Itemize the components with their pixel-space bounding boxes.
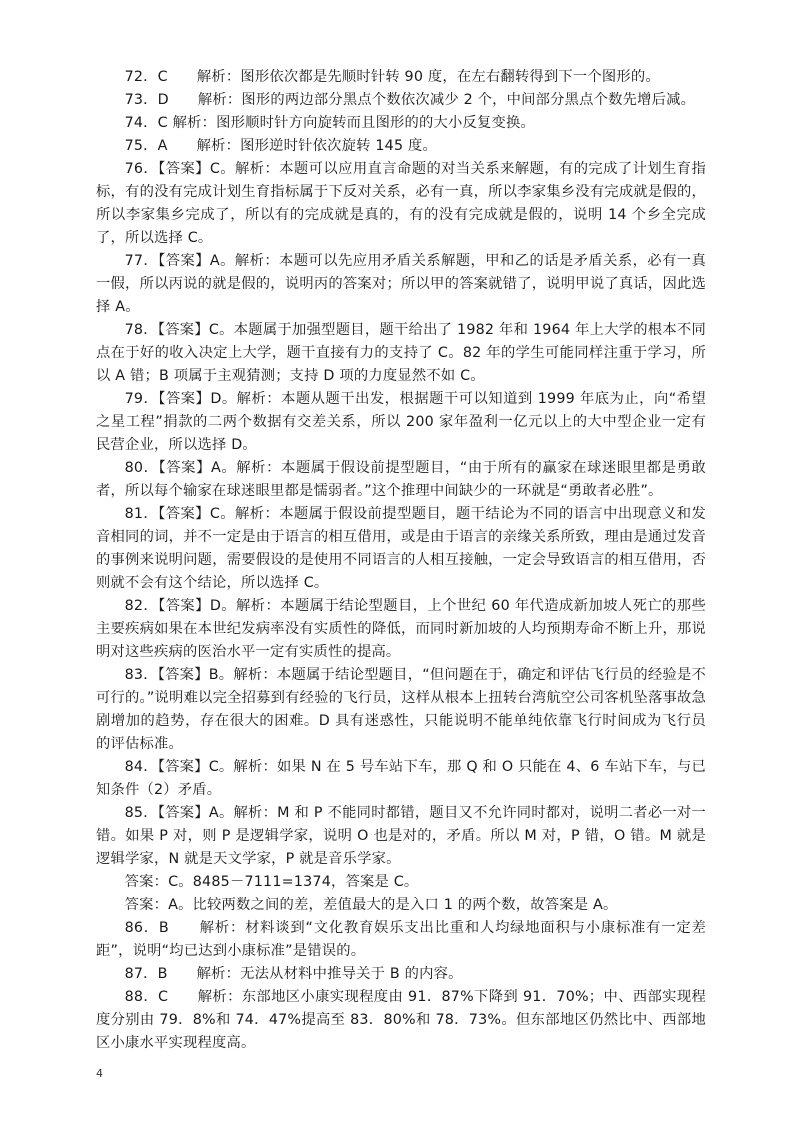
answer-75: 75．A 解析：图形逆时针依次旋转 145 度。 [124,138,437,154]
answer-72: 72．C 解析：图形依次都是先顺时针转 90 度，在左右翻转得到下一个图形的。 [124,69,660,85]
answer-76: 76．【答案】C。解析：本题可以应用直言命题的对当关系来解题，有的完成了计划生育指标，有的没有完成计划生育指标属于下反对关系，必有一真，所以李家集乡没有完成就是假的，所以李家集乡完成了，所以有的完成就是真的，有的没有完成就是假的，说明 14 个乡全完成了，所以选择 C。 [96,161,706,246]
answer-84: 84．【答案】C。解析：如果 N 在 5 号车站下车，那 Q 和 O 只能在 4、6 车站下车，与已知条件（2）矛盾。 [96,759,706,798]
answer-79: 79．【答案】D。解析：本题从题干出发，根据题干可以知道到 1999 年底为止，向“希望之星工程”捐款的二两个数据有交差关系，所以 200 家年盈利一亿元以上的大中型企业一定有民营企业，所以选择 D。 [96,391,706,453]
answer-81: 81．【答案】C。解析：本题属于假设前提型题目，题干结论为不同的语言中出现意义和发音相同的词，并不一定是由于语言的相互借用，或是由于语言的亲缘关系所致，理由是通过发音的事例来说明问题，需要假设的是使用不同语言的人相互接触，一定会导致语言的相互借用，否则就不会有这个结论，所以选择 C。 [96,506,706,591]
answer-86: 86．B 解析：材料谈到“文化教育娱乐支出比重和人均绿地面积与小康标准有一定差距”，说明“均已达到小康标准”是错误的。 [96,920,706,959]
answer-85: 85．【答案】A。解析：M 和 P 不能同时都错，题目又不允许同时都对，说明二者必一对一错。如果 P 对，则 P 是逻辑学家，说明 O 也是对的，矛盾。所以 M 对，P 错，O 错。M 就是逻辑学家，N 就是天文学家，P 就是音乐学家。 [96,805,706,867]
answer-78: 78．【答案】C。本题属于加强型题目，题干给出了 1982 年和 1964 年上大学的根本不同点在于好的收入决定上大学，题干直接有力的支持了 C。82 年的学生可能同样注重于学习，所以 A 错；B 项属于主观猜测；支持 D 项的力度显然不如 C。 [96,322,706,384]
answer-unnumbered-1: 答案：C。8485－7111=1374，答案是 C。 [124,874,419,890]
answer-73: 73．D 解析：图形的两边部分黑点个数依次减少 2 个，中间部分黑点个数先增后减。 [124,92,696,108]
answer-80: 80．【答案】A。解析：本题属于假设前提型题目，“由于所有的赢家在球迷眼里都是勇敢者，所以每个输家在球迷眼里都是懦弱者。”这个推理中间缺少的一环就是“勇敢者必胜”。 [96,460,706,499]
answer-unnumbered-2: 答案：A。比较两数之间的差，差值最大的是入口 1 的两个数，故答案是 A。 [124,897,618,913]
answer-77: 77．【答案】A。解析：本题可以先应用矛盾关系解题，甲和乙的话是矛盾关系，必有一真一假，所以丙说的就是假的，说明丙的答案对；所以甲的答案就错了，说明甲说了真话，因此选择 A。 [96,253,706,315]
answer-explanations [96,66,706,1055]
answer-83: 83．【答案】B。解析：本题属于结论型题目，“但问题在于，确定和评估飞行员的经验是不可行的。”说明难以完全招募到有经验的飞行员，这样从根本上扭转台湾航空公司客机坠落事故急剧增加的趋势，存在很大的困难。D 具有迷惑性，只能说明不能单纯依靠飞行时间成为飞行员的评估标准。 [96,667,706,752]
answer-74: 74．C 解析：图形顺时针方向旋转而且图形的的大小反复变换。 [124,115,536,131]
answer-88: 88．C 解析：东部地区小康实现程度由 91．87%下降到 91．70%；中、西部实现程度分别由 79．8%和 74．47%提高至 83．80%和 78．73%。但东部地区仍然比中、西部地区小康水平实现程度高。 [96,989,706,1051]
answer-82: 82．【答案】D。解析：本题属于结论型题目，上个世纪 60 年代造成新加坡人死亡的那些主要疾病如果在本世纪发病率没有实质性的降低，而同时新加坡的人均预期寿命不断上升，那说明对这些疾病的医治水平一定有实质性的提高。 [96,598,706,660]
answer-87: 87．B 解析：无法从材料中推导关于 B 的内容。 [124,966,463,982]
page-number: 4 [96,1067,103,1080]
